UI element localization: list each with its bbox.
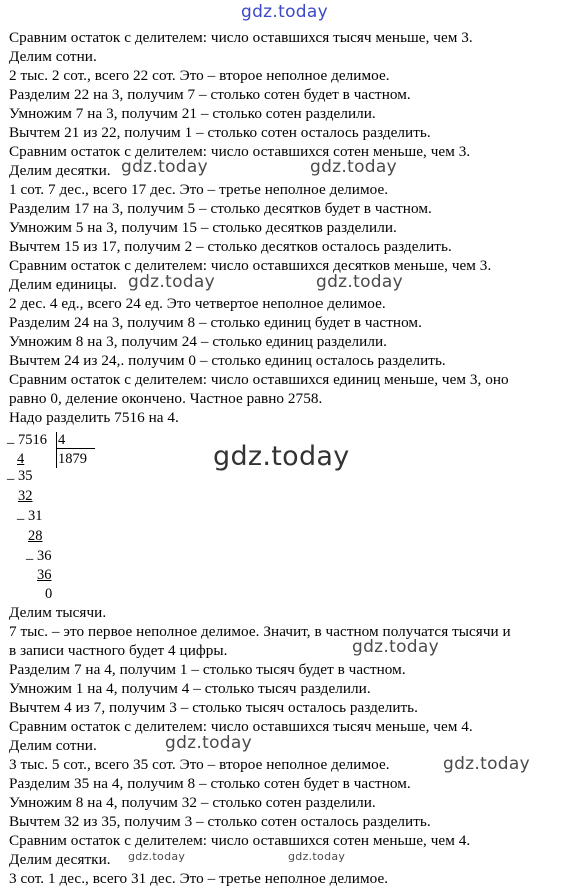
text-line: Делим сотни. (9, 48, 97, 65)
text-line: Делим единицы. (9, 276, 117, 293)
text-line: Умножим 7 на 3, получим 21 – столько сотен разделили. (9, 105, 376, 122)
watermark: gdz.today (128, 272, 215, 292)
text-line: Вычтем 21 из 22, получим 1 – столько сотен осталось разделить. (9, 124, 431, 141)
text-line: 2 тыс. 2 сот., всего 22 сот. Это – второе неполное делимое. (9, 67, 390, 84)
text-line: Сравним остаток с делителем: число оставшихся единиц меньше, чем 3, оно (9, 371, 509, 388)
text-line: 3 сот. 1 дес., всего 31 дес. Это – третье неполное делимое. (9, 870, 389, 887)
division-step: 28 (28, 528, 43, 544)
text-line: Умножим 5 на 3, получим 15 – столько десятков разделили. (9, 219, 397, 236)
watermark: gdz.today (288, 850, 346, 863)
divisor-underline (57, 448, 95, 449)
text-line: Делим сотни. (9, 737, 97, 754)
divisor: 4 (58, 432, 66, 448)
minus-sign: _ (17, 506, 25, 522)
text-line: Делим десятки. (9, 851, 111, 868)
text-line: Делим десятки. (9, 162, 111, 179)
division-step: 31 (28, 508, 43, 524)
minus-sign: _ (7, 466, 15, 482)
text-line: Вычтем 15 из 17, получим 2 – столько десятков осталось разделить. (9, 238, 452, 255)
text-line: Разделим 24 на 3, получим 8 – столько единиц будет в частном. (9, 314, 422, 331)
text-line: 3 тыс. 5 сот., всего 35 сот. Это – второе неполное делимое. (9, 756, 390, 773)
text-line: 2 дес. 4 ед., всего 24 ед. Это четвертое неполное делимое. (9, 295, 386, 312)
text-line: Надо разделить 7516 на 4. (9, 409, 179, 426)
text-line: Сравним остаток с делителем: число оставшихся тысяч меньше, чем 3. (9, 29, 473, 46)
text-line: Разделим 22 на 3, получим 7 – столько сотен будет в частном. (9, 86, 411, 103)
text-line: Сравним остаток с делителем: число оставшихся сотен меньше, чем 3. (9, 143, 471, 160)
text-line: Разделим 35 на 4, получим 8 – столько сотен будет в частном. (9, 775, 411, 792)
text-line: равно 0, деление окончено. Частное равно 2758. (9, 390, 323, 407)
text-line: 1 сот. 7 дес., всего 17 дес. Это – третье неполное делимое. (9, 181, 389, 198)
text-line: Делим тысячи. (9, 604, 107, 621)
minus-sign: _ (7, 430, 15, 446)
text-line: Сравним остаток с делителем: число оставшихся десятков меньше, чем 3. (9, 257, 492, 274)
division-bracket-vertical (56, 432, 57, 468)
watermark: gdz.today (165, 733, 252, 753)
watermark: gdz.today (443, 754, 530, 774)
watermark: gdz.today (121, 157, 208, 177)
division-step: 35 (18, 468, 33, 484)
watermark: gdz.today (316, 272, 403, 292)
text-line: в записи частного будет 4 цифры. (9, 642, 228, 659)
division-step: 32 (18, 488, 33, 504)
text-line: Сравним остаток с делителем: число оставшихся тысяч меньше, чем 4. (9, 718, 473, 735)
text-line: Разделим 7 на 4, получим 1 – столько тысяч будет в частном. (9, 661, 406, 678)
text-line: Умножим 1 на 4, получим 4 – столько тысяч разделили. (9, 680, 371, 697)
minus-sign: _ (26, 546, 34, 562)
division-step: 36 (37, 567, 52, 583)
text-line: 7 тыс. – это первое неполное делимое. Значит, в частном получатся тысячи и (9, 623, 511, 640)
text-line: Умножим 8 на 3, получим 24 – столько единиц разделили. (9, 333, 387, 350)
text-line: Вычтем 4 из 7, получим 3 – столько тысяч осталось разделить. (9, 699, 419, 716)
division-step: 0 (45, 586, 53, 602)
dividend: 7516 (18, 432, 47, 448)
text-line: Умножим 8 на 4, получим 32 – столько сотен разделили. (9, 794, 376, 811)
watermark: gdz.today (128, 850, 186, 863)
division-step: 36 (37, 548, 52, 564)
text-line: Вычтем 24 из 24,. получим 0 – столько единиц осталось разделить. (9, 352, 446, 369)
watermark: gdz.today (310, 157, 397, 177)
text-line: Разделим 17 на 3, получим 5 – столько десятков будет в частном. (9, 200, 432, 217)
text-line: Вычтем 32 из 35, получим 3 – столько сотен осталось разделить. (9, 813, 431, 830)
watermark-large: gdz.today (213, 441, 350, 472)
division-step: 4 (17, 451, 25, 467)
text-line: Сравним остаток с делителем: число оставшихся сотен меньше, чем 4. (9, 832, 471, 849)
quotient: 1879 (58, 451, 87, 467)
watermark-top: gdz.today (241, 2, 328, 22)
watermark: gdz.today (352, 637, 439, 657)
